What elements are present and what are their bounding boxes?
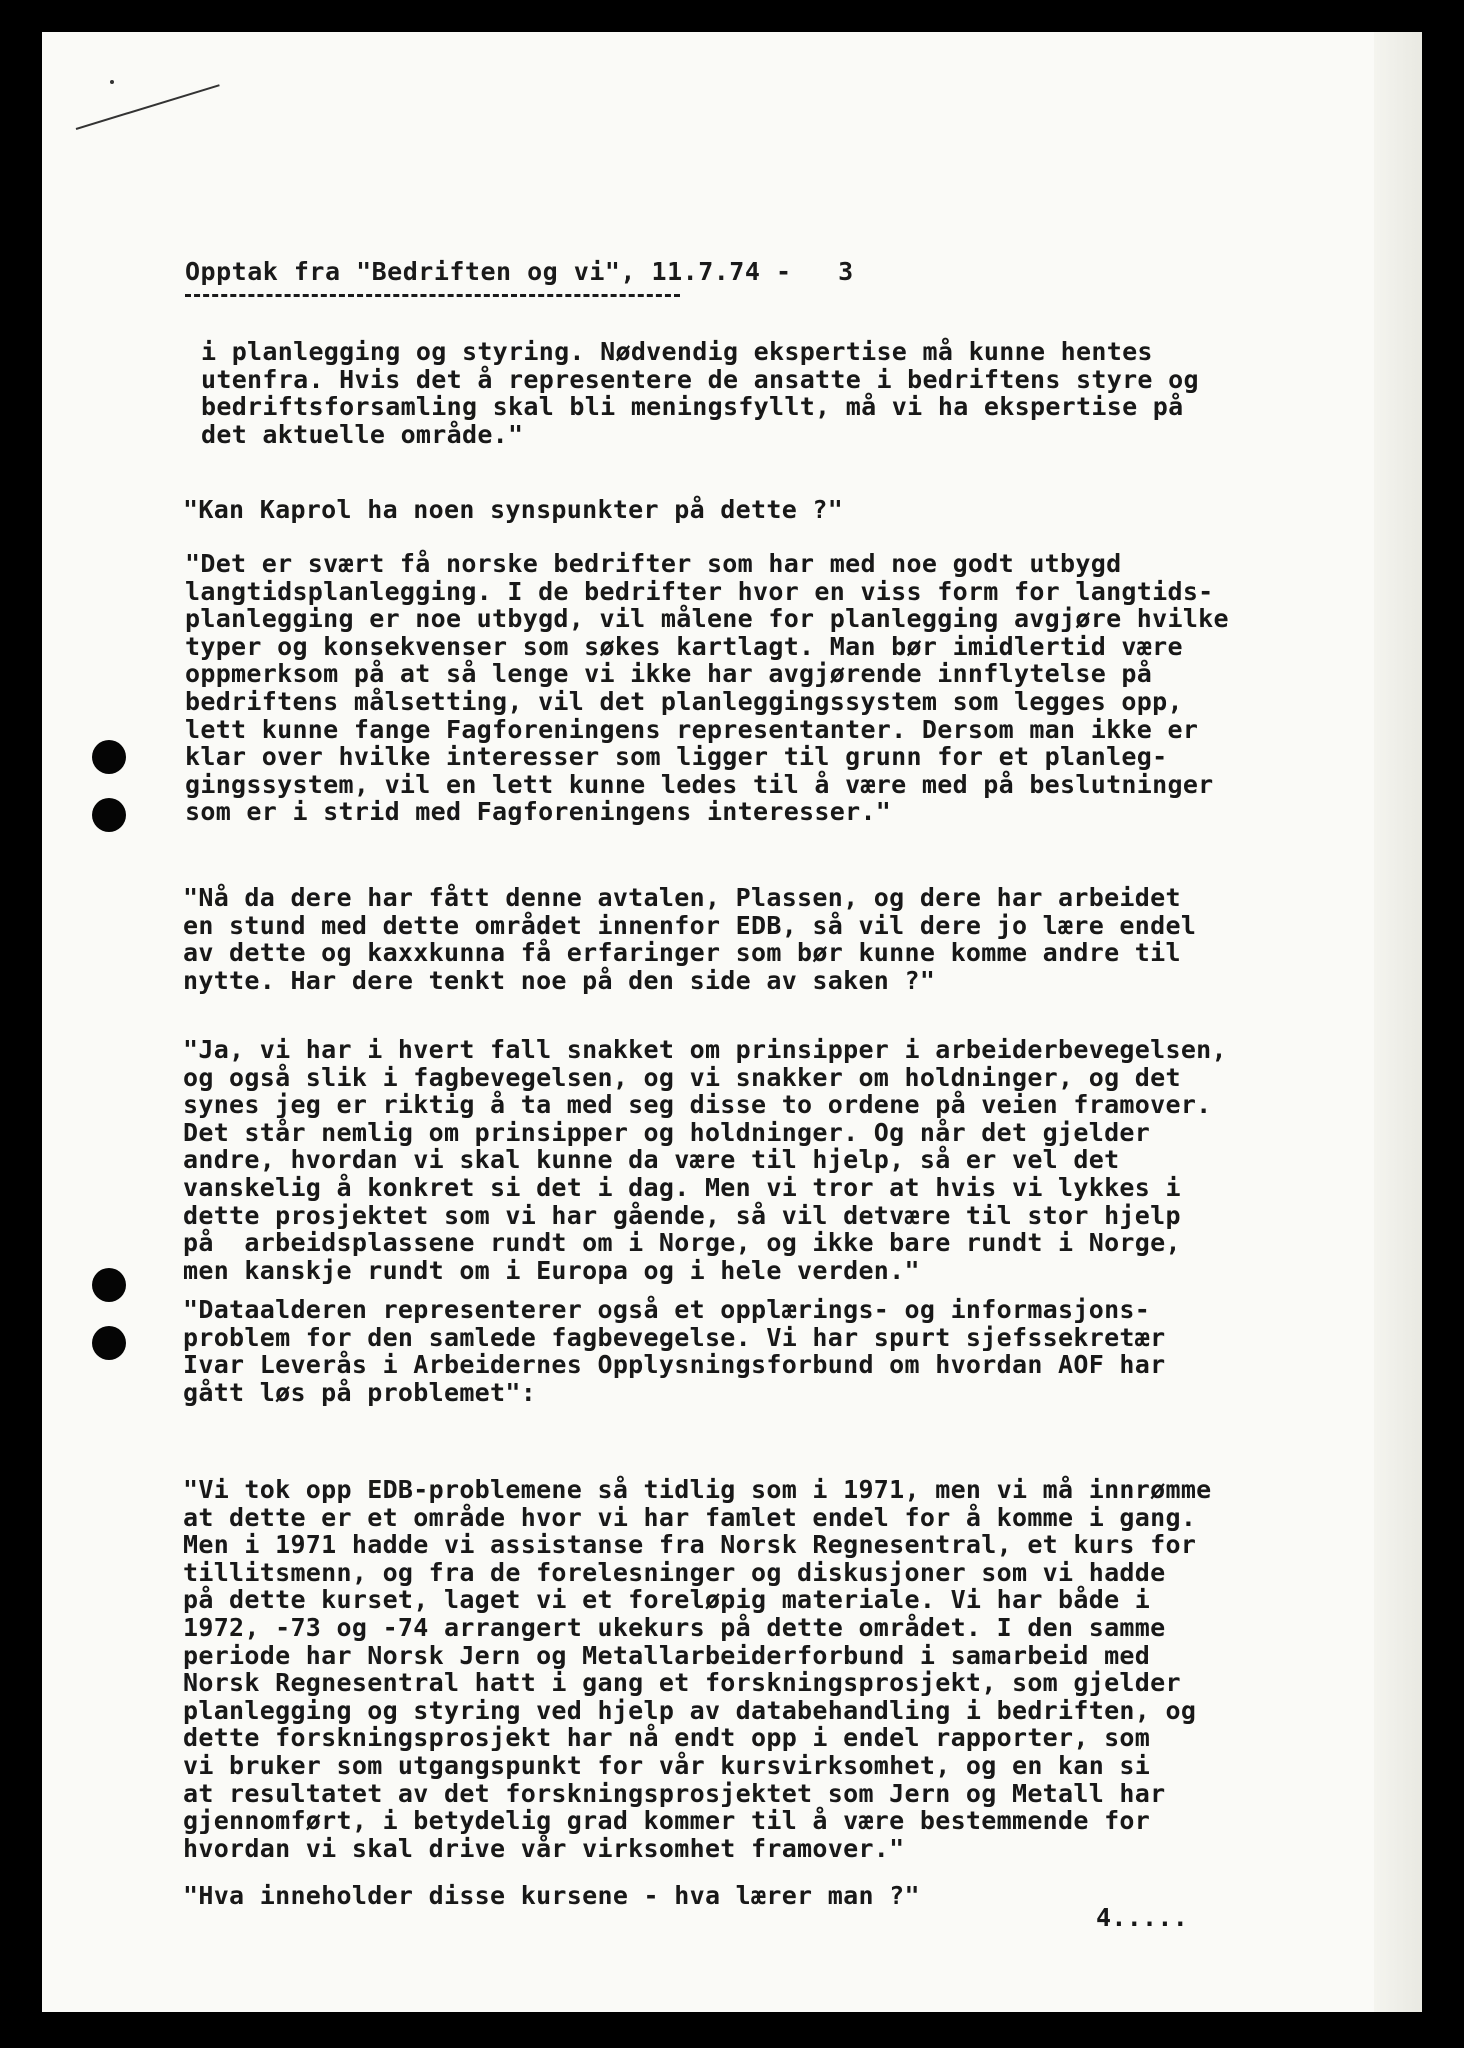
binder-hole [92,1268,126,1302]
page-edge [1374,32,1422,2012]
question-avtalen: "Nå da dere har fått denne avtalen, Plassen, og dere har arbeidet en stund med dette området innenfor EDB, så vil dere jo lære endel av dette og kaxxkunna få erfaringer som bør kunne komme andre til nytte. Har dere tenkt noe på den side av saken ?" [183,883,1197,995]
binder-hole [92,740,126,774]
pen-stroke-mark [76,84,220,130]
continuation-marker: 4..... [1096,1903,1189,1932]
binder-hole [92,798,126,832]
answer-kaprol: "Det er svært få norske bedrifter som har med noe godt utbygd langtidsplanlegging. I de bedrifter hvor en viss form for langtids- planlegging er noe utbygd, vil målene for planlegging avgjøre hvilke typer og konsekvenser som søkes kartlagt. Man bør imidlertid være oppmerksom på at så lenge vi ikke har avgjørende innflytelse på bedriftens målsetting, vil det planleggingssystem som legges opp, lett kunne fange Fagforeningens representanter. Dersom man ikke er klar over hvilke interesser som ligger til grunn for et planleg- gingssystem, vil en lett kunne ledes til å være med på beslutninger som er i strid med Fagforeningens interesser." [185,549,1229,827]
header-underline [185,294,680,297]
document-page [42,32,1422,2012]
binder-hole [92,1326,126,1360]
page-header: Opptak fra "Bedriften og vi", 11.7.74 - 3 [185,257,854,286]
paragraph-dataalderen: "Dataalderen representerer også et opplærings- og informasjons- problem for den samlede fagbevegelse. Vi har spurt sjefssekretær Ivar Leverås i Arbeidernes Opplysningsforbund om hvordan AOF har gått løs på problemet": [183,1295,1166,1407]
question-kaprol: "Kan Kaprol ha noen synspunkter på dette ?" [183,495,844,524]
question-kursene: "Hva inneholder disse kursene - hva lærer man ?" [183,1881,920,1910]
answer-prinsipper: "Ja, vi har i hvert fall snakket om prinsipper i arbeiderbevegelsen, og også slik i fagbevegelsen, og vi snakker om holdninger, og det synes jeg er riktig å ta med seg disse to ordene på veien framover. Det står nemlig om prinsipper og holdninger. Og når det gjelder andre, hvordan vi skal kunne da være til hjelp, så er vel det vanskelig å konkret si det i dag. Men vi tror at hvis vi lykkes i dette prosjektet som vi har gående, så vil detvære til stor hjelp på arbeidsplassene rundt om i Norge, og ikke bare rundt i Norge, men kanskje rundt om i Europa og i hele verden." [183,1035,1227,1285]
pen-dot-mark [110,80,114,84]
answer-aof: "Vi tok opp EDB-problemene så tidlig som i 1971, men vi må innrømme at dette er et område hvor vi har famlet endel for å komme i gang. Men i 1971 hadde vi assistanse fra Norsk Regnesentral, et kurs for tillitsmenn, og fra de forelesninger og diskusjoner som vi hadde på dette kurset, laget vi et foreløpig materiale. Vi har både i 1972, -73 og -74 arrangert ukekurs på dette området. I den samme periode har Norsk Jern og Metallarbeiderforbund i samarbeid med Norsk Regnesentral hatt i gang et forskningsprosjekt, som gjelder planlegging og styring ved hjelp av databehandling i bedriften, og dette forskningsprosjekt har nå endt opp i endel rapporter, som vi bruker som utgangspunkt for vår kursvirksomhet, og en kan si at resultatet av det forskningsprosjektet som Jern og Metall har gjennomført, i betydelig grad kommer til å være bestemmende for hvordan vi skal drive vår virksomhet framover." [183,1475,1212,1863]
paragraph-expertise: i planlegging og styring. Nødvendig ekspertise må kunne hentes utenfra. Hvis det å representere de ansatte i bedriftens styre og bedriftsforsamling skal bli meningsfyllt, må vi ha ekspertise på det aktuelle område." [201,337,1199,449]
